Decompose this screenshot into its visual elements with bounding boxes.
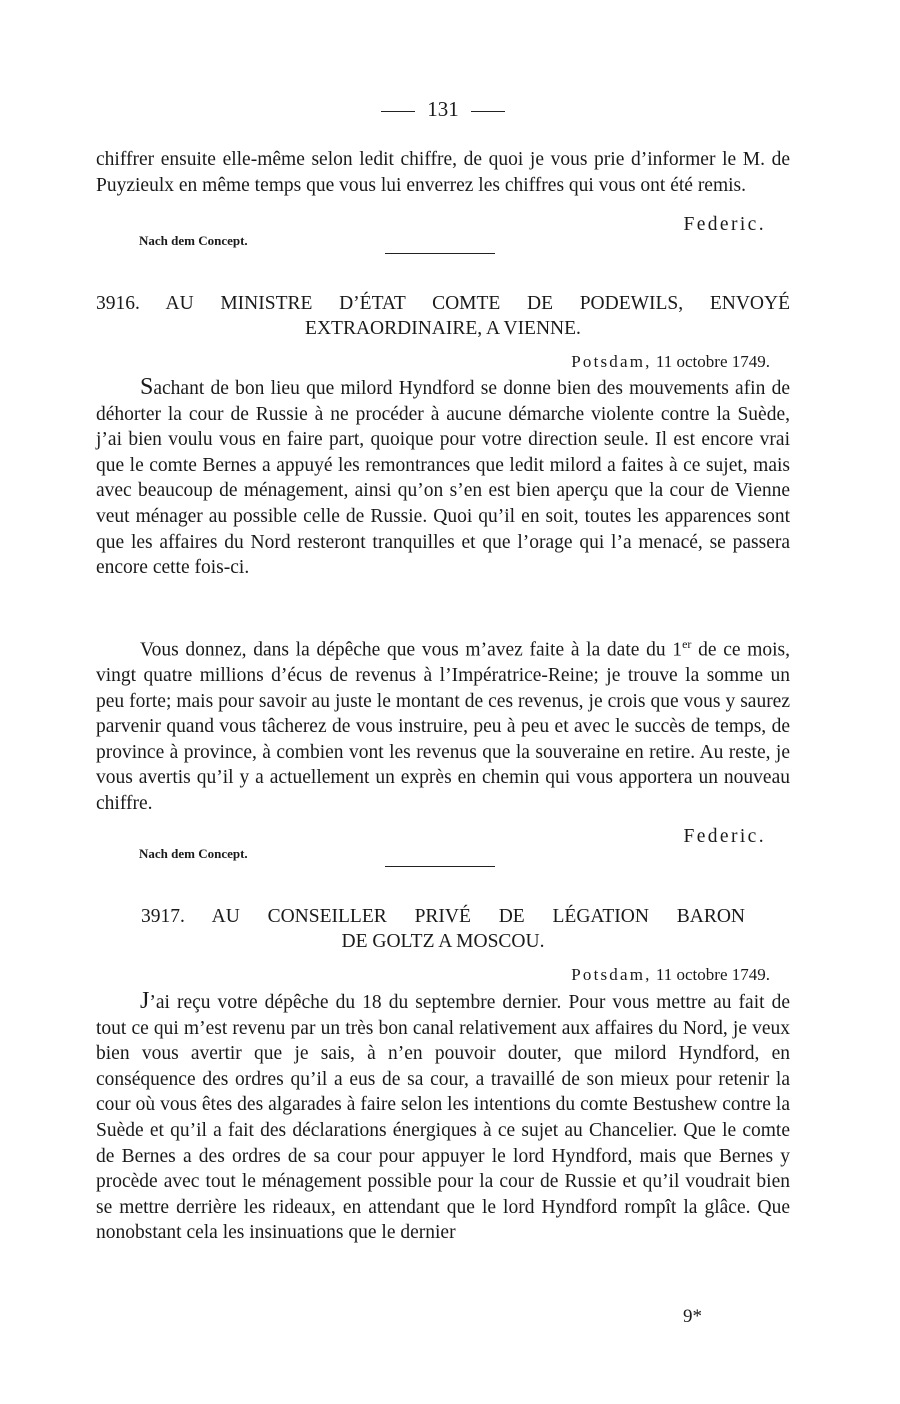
- date-text: 11 octobre 1749.: [655, 965, 770, 984]
- paragraph-text: achant de bon lieu que milord Hyndford se donne bien des mouvements afin de déhorter la cour de Russie à ne procéder à aucune démarche violente contre la Suède, j’ai bien voulu vous en faire part, quoique pour votre direction seule. Il est encore vrai que le comte Bernes a appuyé les remontrances que ledit milord a faites à ce sujet, mais avec beaucoup de ménagement, ainsi qu’on s’en est bien aperçu que la cour de Vienne veut ménager au possible celle de Russie. Quoi qu’il en soit, toutes les apparences sont que les affaires du Nord resteront tranquilles et que l’orage qui l’a menacé, se passera encore cette fois-ci.: [96, 378, 790, 579]
- paragraph-text: ’ai reçu votre dépêche du 18 du septembre dernier. Pour vous mettre au fait de tout ce qui m’est revenu par un très bon canal relativement aux affaires du Nord, je veux bien vous avertir que je sais, à n’en pouvoir douter, que milord Hyndford, en conséquence des ordres qu’il a eus de sa cour, a travaillé de son mieux pour retenir la cour où vous êtes des algarades à faire selon les intentions du comte Bestushew contre la Suède et qu’il a fait des déclarations énergiques à ce sujet au Chancelier. Que le comte de Bernes a des ordres de sa cour pour appuyer le lord Hyndford, mais que Bernes y procède avec tout le ménagement possible pour la cour de Russie et qu’il voudrait bien se mettre derrière les rideaux, en attendant que le lord Hyndford rompît la glâce. Que nonobstant cela les insinuations que le dernier: [96, 992, 790, 1244]
- date-text: 11 octobre 1749.: [655, 352, 770, 371]
- date-place: Potsdam,: [571, 352, 652, 371]
- signature: Federic.: [683, 214, 766, 235]
- date-place: Potsdam,: [571, 965, 652, 984]
- heading-line: 3917. AU CONSEILLER PRIVÉ DE LÉGATION BARON: [141, 906, 745, 927]
- source-note: Nach dem Concept.: [139, 846, 248, 861]
- page-header: [96, 96, 790, 122]
- signature: Federic.: [683, 826, 766, 847]
- source-note: Nach dem Concept.: [139, 233, 248, 248]
- continuation-paragraph: chiffrer ensuite elle-même selon ledit chiffre, de quoi je vous prie d’informer le M. de Puyzieulx en même temps que vous lui enverrez les chiffres qui vous ont été remis.: [96, 149, 790, 196]
- paragraph-text: de ce mois, vingt quatre millions d’écus de revenus à l’Impératrice-Reine; je trouve la somme un peu forte; mais pour savoir au juste le montant de ces revenus, je crois que vous y saurez parvenir quand vous tâcherez de vous instruire, peu à peu et avec le succès de temps, de province à province, à combien vont les revenus que la souveraine en retire. Au reste, je vous avertis qu’il y a actuellement un exprès en chemin qui vous apportera un nouveau chiffre.: [96, 639, 790, 815]
- section-divider: [385, 253, 495, 254]
- letter-3916-paragraph-1: [96, 375, 790, 581]
- superscript: er: [682, 637, 692, 651]
- page-number: 131: [427, 97, 459, 121]
- initial-letter: J: [140, 988, 150, 1014]
- paragraph-text: Vous donnez, dans la dépêche que vous m’avez faite à la date du 1: [140, 639, 683, 661]
- heading-line: DE GOLTZ A MOSCOU.: [341, 931, 545, 952]
- dateline-3916: [571, 352, 770, 372]
- initial-letter: S: [140, 374, 154, 400]
- header-dash-left: [381, 111, 415, 112]
- section-divider: [385, 866, 495, 867]
- letter-3916-paragraph-2: [96, 632, 790, 817]
- heading-line: 3916. AU MINISTRE D’ÉTAT COMTE DE PODEWILS, ENVOYÉ: [96, 293, 790, 314]
- signature-mark: 9*: [683, 1306, 702, 1327]
- letter-heading-3916: [96, 291, 790, 341]
- letter-heading-3917: [141, 904, 745, 954]
- letter-3917-paragraph: [96, 989, 790, 1246]
- header-dash-right: [471, 111, 505, 112]
- heading-line: EXTRAORDINAIRE, A VIENNE.: [305, 318, 581, 339]
- dateline-3917: [571, 965, 770, 985]
